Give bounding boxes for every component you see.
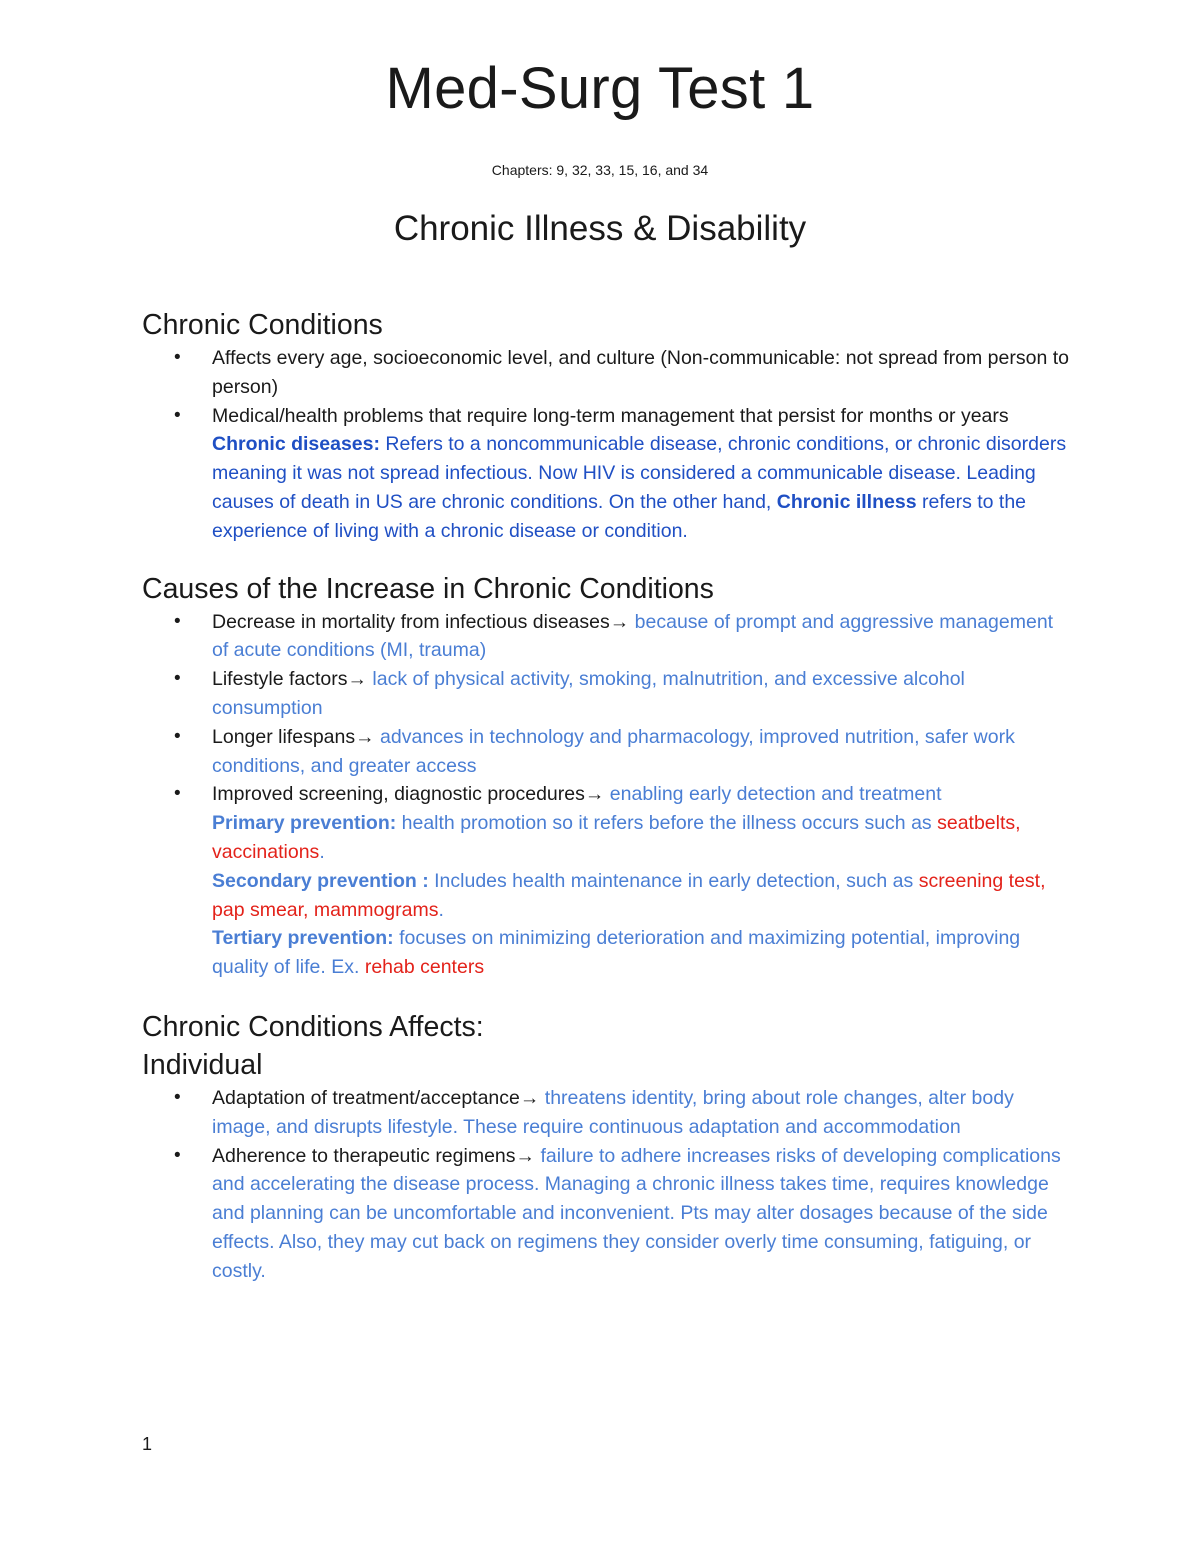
list-item-lead: Lifestyle factors→ xyxy=(212,668,373,691)
list-item-detail: failure to adhere increases risks of developing complications and accelerating the disease process. Managing a chronic illness takes time, requires knowledge and planning can be uncomfortable and inconvenient. Pts may alter dosages because of the side effects. Also, they may cut back on regimens they consider overly time consuming, fatiguing, or costly. xyxy=(212,1144,1061,1282)
note-period: . xyxy=(438,898,444,921)
subsection-heading-individual: Individual xyxy=(142,1048,263,1081)
note-label: Chronic diseases: xyxy=(212,433,380,456)
note-period: . xyxy=(319,840,325,863)
bullet-list-individual xyxy=(142,1084,1072,1286)
note-examples: rehab centers xyxy=(364,956,485,979)
list-item xyxy=(174,780,1072,809)
chapters-line: Chapters: 9, 32, 33, 15, 16, and 34 xyxy=(491,162,709,178)
note-examples: screening test, pap smear, mammograms xyxy=(212,869,1046,921)
bullet-icon: • xyxy=(174,668,181,690)
list-item-lead: Decrease in mortality from infectious diseases→ xyxy=(212,610,635,633)
list-item-lead: Adherence to therapeutic regimens→ xyxy=(212,1144,541,1167)
document-title: Med-Surg Test 1 xyxy=(385,56,815,121)
list-item xyxy=(174,723,1072,781)
bullet-list-causes xyxy=(142,608,1072,810)
note-text: Includes health maintenance in early detection, such as xyxy=(428,869,919,892)
page-number: 1 xyxy=(142,1434,153,1454)
bullet-icon: • xyxy=(174,725,181,747)
note-label: Chronic illness xyxy=(776,490,917,513)
document-subtitle: Chronic Illness & Disability xyxy=(393,209,807,248)
list-item-detail: enabling early detection and treatment xyxy=(609,783,942,806)
list-item xyxy=(174,665,1072,723)
bullet-icon: • xyxy=(174,404,181,426)
list-item-lead: Longer lifespans→ xyxy=(212,725,381,748)
primary-prevention-note xyxy=(142,809,1072,867)
list-item-detail: advances in technology and pharmacology, improved nutrition, safer work conditions, and greater access xyxy=(212,725,1015,777)
bullet-icon: • xyxy=(174,1144,181,1166)
list-item-detail: because of prompt and aggressive management of acute conditions (MI, trauma) xyxy=(212,610,1054,662)
chronic-disease-note xyxy=(142,430,1072,545)
section-heading-causes: Causes of the Increase in Chronic Conditions xyxy=(142,572,714,605)
note-text: health promotion so it refers before the illness occurs such as xyxy=(396,812,938,835)
list-item xyxy=(174,344,1072,402)
note-label: Primary prevention: xyxy=(212,812,397,835)
note-text: Refers to a noncommunicable disease, chronic conditions, or chronic disorders meaning it was not spread infectious. Now HIV is considered a communicable disease. Leading causes of death in US are chronic conditions. On the other hand, xyxy=(212,433,1067,513)
bullet-icon: • xyxy=(174,1086,181,1108)
bullet-icon: • xyxy=(174,347,181,368)
list-item xyxy=(174,402,1072,431)
note-text: focuses on minimizing deterioration and maximizing potential, improving quality of life. Ex. xyxy=(212,927,1021,979)
bullet-icon: • xyxy=(174,783,181,805)
note-text: refers to the experience of living with a chronic disease or condition. xyxy=(212,490,1027,542)
bullet-icon: • xyxy=(174,610,181,632)
list-item xyxy=(174,1084,1072,1142)
section-heading-chronic-conditions: Chronic Conditions xyxy=(142,309,383,341)
note-label: Tertiary prevention: xyxy=(212,927,394,950)
document-body xyxy=(142,306,1072,1286)
tertiary-prevention-note xyxy=(142,924,1072,982)
list-item-text: Medical/health problems that require long-term management that persist for months or years xyxy=(212,404,1009,427)
note-examples: seatbelts, vaccinations xyxy=(212,812,1021,863)
secondary-prevention-note xyxy=(142,867,1072,925)
list-item xyxy=(174,608,1072,666)
list-item-lead: Adaptation of treatment/acceptance→ xyxy=(212,1086,545,1109)
bullet-list-chronic-conditions xyxy=(142,344,1072,430)
list-item-text: Affects every age, socioeconomic level, and culture (Non-communicable: not spread from person to person) xyxy=(212,347,1069,398)
list-item xyxy=(174,1142,1072,1286)
list-item-lead: Improved screening, diagnostic procedures→ xyxy=(212,783,610,806)
list-item-detail: threatens identity, bring about role changes, alter body image, and disrupts lifestyle. These require continuous adaptation and accommodation xyxy=(212,1086,1014,1138)
section-heading-affects: Chronic Conditions Affects: xyxy=(142,1010,484,1043)
list-item-detail: lack of physical activity, smoking, malnutrition, and excessive alcohol consumption xyxy=(212,668,965,719)
note-label: Secondary prevention : xyxy=(212,869,429,892)
